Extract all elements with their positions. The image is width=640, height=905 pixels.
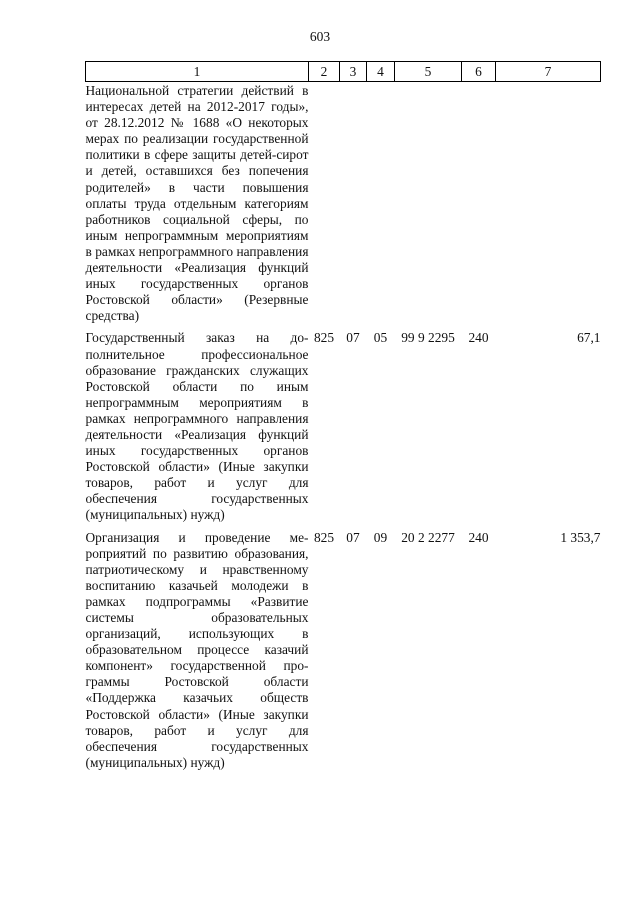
row-section-code	[340, 82, 367, 331]
row-ministry-code: 825	[313, 330, 335, 346]
row-expense-type: 240	[468, 529, 489, 545]
row-subsection-code: 05	[373, 330, 388, 346]
row-target-article	[395, 82, 462, 331]
row-section-code: 07	[346, 529, 360, 545]
row-subsection-code: 09	[373, 529, 388, 545]
row-description: Государственный заказ на дополнительное профессиональное образование гражданских служащих Ростовской области по иным непрограммным мероприятиям в рамках непрограммного направления деятельности «Реализация функций иных государственных органов Ростовской области» (Иные закупки товаров, работ и услуг для обеспечения государственных (муниципальных) нужд)	[85, 330, 309, 523]
row-amount	[496, 82, 601, 331]
page-number: 603	[309, 29, 331, 44]
row-amount: 1 353,7	[560, 529, 601, 545]
row-target-article: 99 9 2295	[401, 330, 455, 346]
row-subsection-code	[367, 82, 395, 331]
row-expense-type: 240	[468, 330, 489, 346]
table-row	[86, 530, 601, 777]
row-target-article: 20 2 2277	[401, 529, 455, 545]
row-description: Организация и проведение мероприятий по развитию образования, патриотическому и нравственному воспитанию казачьей молодежи в рамках подпрограммы «Развитие системы образовательных организаций, использующих в образовательном процессе казачий компонент» государственной программы Ростовской области «Поддержка казачьих обществ Ростовской области» (Иные закупки товаров, работ и услуг для обеспечения государственных (муниципальных) нужд)	[85, 529, 309, 770]
column-header-6: 6	[462, 62, 496, 82]
column-header-4: 4	[367, 62, 395, 82]
column-header-5: 5	[395, 62, 462, 82]
row-amount: 67,1	[577, 330, 601, 346]
column-header-2: 2	[309, 62, 340, 82]
row-ministry-code	[309, 82, 340, 331]
table-header-row	[86, 62, 601, 82]
row-description: Национальной стратегии действий в интересах детей на 2012-2017 годы», от 28.12.2012 № 1688 «О некоторых мерах по реализации государственной политики в сфере защиты детей-сирот и детей, оставшихся без попечения родителей» в части повышения оплаты труда отдельным категориям работников социальной сферы, по иным непрограммным мероприятиям в рамках непрограммного направления деятельности «Реализация функций иных государственных органов Ростовской области» (Резервные средства)	[85, 83, 309, 324]
row-section-code: 07	[346, 330, 360, 346]
column-header-1: 1	[86, 62, 309, 82]
table-row	[86, 82, 601, 331]
column-header-7: 7	[496, 62, 601, 82]
column-header-3: 3	[340, 62, 367, 82]
row-expense-type	[462, 82, 496, 331]
table-row	[86, 330, 601, 529]
budget-table	[85, 61, 601, 777]
row-ministry-code: 825	[313, 529, 335, 545]
